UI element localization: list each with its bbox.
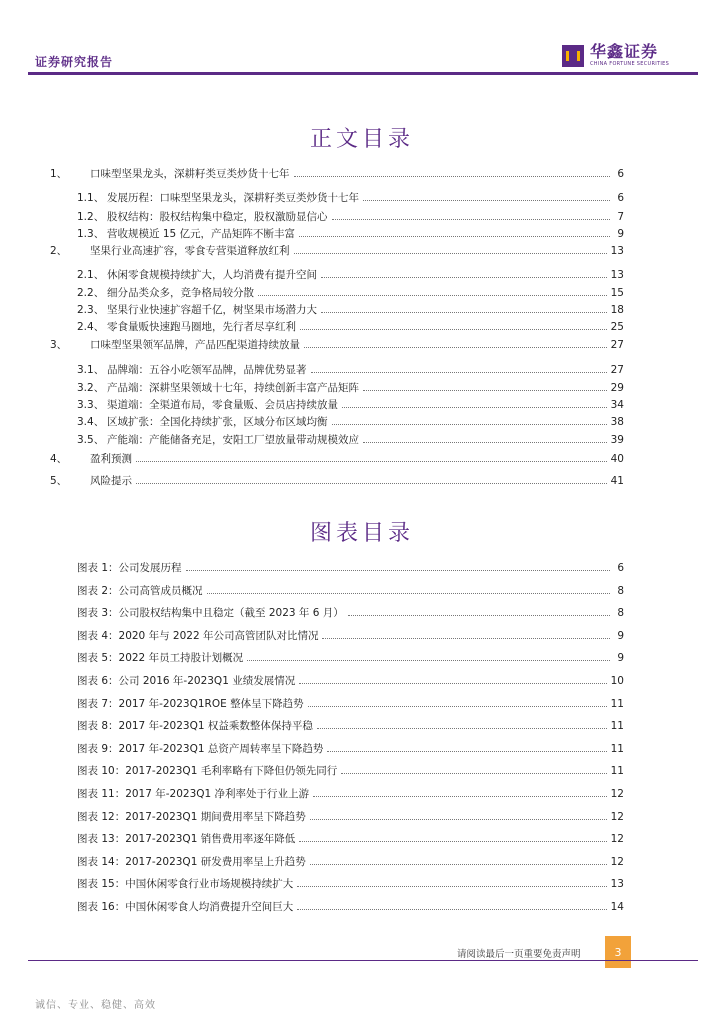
toc-entry-text: 盈利预测 bbox=[90, 453, 132, 465]
figure-dot-leader bbox=[310, 819, 607, 820]
toc-entry-page: 9 bbox=[617, 228, 624, 240]
figure-entry-page: 12 bbox=[610, 788, 624, 800]
toc-entry-number: 3.4、 bbox=[77, 416, 105, 428]
figure-entry-text: 图表 2：公司高管成员概况 bbox=[77, 585, 203, 597]
figure-entry-text: 图表 6：公司 2016 年-2023Q1 业绩发展情况 bbox=[77, 675, 296, 687]
toc-entry-page: 40 bbox=[610, 453, 624, 465]
toc-entry-text: 发展历程：口味型坚果龙头，深耕籽类豆类炒货十七年 bbox=[107, 192, 359, 204]
toc-entry-text: 产品端：深耕坚果领域十七年，持续创新丰富产品矩阵 bbox=[107, 382, 359, 394]
logo-name-cn: 华鑫证券 bbox=[590, 42, 659, 61]
figure-list-link[interactable] bbox=[77, 718, 624, 733]
toc-dot-leader bbox=[321, 277, 607, 278]
toc-entry-page: 41 bbox=[610, 475, 624, 487]
toc-entry-text: 口味型坚果龙头，深耕籽类豆类炒货十七年 bbox=[90, 168, 290, 180]
toc-entry-text: 口味型坚果领军品牌，产品匹配渠道持续放量 bbox=[90, 339, 300, 351]
toc-dot-leader bbox=[332, 424, 607, 425]
toc-subsection-link[interactable] bbox=[77, 362, 624, 377]
toc-entry-page: 27 bbox=[610, 364, 624, 376]
figure-dot-leader bbox=[247, 660, 610, 661]
figure-dot-leader bbox=[297, 909, 606, 910]
figure-entry-text: 图表 3：公司股权结构集中且稳定（截至 2023 年 6 月） bbox=[77, 607, 344, 619]
toc-entry-text: 坚果行业高速扩容，零食专营渠道释放红利 bbox=[90, 245, 290, 257]
toc-entry-number: 5、 bbox=[50, 475, 68, 487]
toc-subsection-link[interactable] bbox=[77, 319, 624, 334]
figure-entry-text: 图表 1：公司发展历程 bbox=[77, 562, 182, 574]
toc-dot-leader bbox=[294, 176, 611, 177]
figure-dot-leader bbox=[313, 796, 607, 797]
figure-list-link[interactable] bbox=[77, 673, 624, 688]
toc-dot-leader bbox=[299, 236, 610, 237]
toc-entry-number: 1、 bbox=[50, 168, 68, 180]
figure-entry-page: 11 bbox=[610, 765, 624, 777]
toc-entry-text: 细分品类众多，竞争格局较分散 bbox=[107, 287, 254, 299]
toc-section-link[interactable] bbox=[50, 473, 624, 488]
toc-entry-page: 27 bbox=[610, 339, 624, 351]
figure-entry-page: 14 bbox=[610, 901, 624, 913]
figure-entry-page: 8 bbox=[617, 585, 624, 597]
company-logo bbox=[562, 44, 669, 67]
disclaimer-note: 请阅读最后一页重要免责声明 bbox=[457, 949, 581, 960]
toc-entry-number: 1.2、 bbox=[77, 211, 105, 223]
figure-entry-page: 13 bbox=[610, 878, 624, 890]
toc-section-link[interactable] bbox=[50, 337, 624, 352]
figure-dot-leader bbox=[299, 841, 606, 842]
toc-subsection-link[interactable] bbox=[77, 380, 624, 395]
toc-title: 正文目录 bbox=[309, 127, 414, 152]
toc-entry-page: 38 bbox=[610, 416, 624, 428]
figure-list-link[interactable] bbox=[77, 899, 624, 914]
logo-name-en: CHINA FORTUNE SECURITIES bbox=[590, 61, 670, 67]
figure-entry-page: 12 bbox=[610, 811, 624, 823]
toc-entry-text: 风险提示 bbox=[90, 475, 132, 487]
toc-entry-number: 3、 bbox=[50, 339, 68, 351]
figure-entry-text: 图表 15：中国休闲零食行业市场规模持续扩大 bbox=[77, 878, 294, 890]
toc-entry-text: 产能端：产能储备充足，安阳工厂望放量带动规模效应 bbox=[107, 434, 359, 446]
figure-list-link[interactable] bbox=[77, 809, 624, 824]
toc-entry-text: 休闲零食规模持续扩大，人均消费有提升空间 bbox=[107, 269, 317, 281]
logo-icon bbox=[562, 45, 584, 67]
toc-entry-text: 品牌端：五谷小吃领军品牌，品牌优势显著 bbox=[107, 364, 307, 376]
toc-entry-number: 1.1、 bbox=[77, 192, 105, 204]
toc-dot-leader bbox=[136, 483, 607, 484]
figure-list-link[interactable] bbox=[77, 831, 624, 846]
figure-dot-leader bbox=[341, 773, 606, 774]
toc-entry-page: 29 bbox=[610, 382, 624, 394]
figure-list-link[interactable] bbox=[77, 583, 624, 598]
toc-dot-leader bbox=[304, 347, 607, 348]
toc-section-link[interactable] bbox=[50, 451, 624, 466]
footer-divider bbox=[28, 960, 698, 961]
figure-list-link[interactable] bbox=[77, 560, 624, 575]
toc-entry-page: 34 bbox=[610, 399, 624, 411]
figure-entry-page: 8 bbox=[617, 607, 624, 619]
figure-entry-page: 9 bbox=[617, 652, 624, 664]
toc-entry-page: 13 bbox=[610, 269, 624, 281]
figure-dot-leader bbox=[297, 886, 606, 887]
figures-title: 图表目录 bbox=[309, 521, 414, 546]
figure-entry-page: 6 bbox=[617, 562, 624, 574]
toc-dot-leader bbox=[363, 390, 607, 391]
figure-list-link[interactable] bbox=[77, 628, 624, 643]
toc-entry-number: 1.3、 bbox=[77, 228, 105, 240]
toc-dot-leader bbox=[258, 295, 607, 296]
page-number-badge: 3 bbox=[605, 936, 631, 968]
figure-entry-page: 12 bbox=[610, 833, 624, 845]
figure-dot-leader bbox=[299, 683, 606, 684]
toc-dot-leader bbox=[136, 461, 607, 462]
figure-entry-text: 图表 14：2017-2023Q1 研发费用率呈上升趋势 bbox=[77, 856, 306, 868]
figure-entry-text: 图表 7：2017 年-2023Q1ROE 整体呈下降趋势 bbox=[77, 698, 304, 710]
toc-dot-leader bbox=[342, 407, 607, 408]
toc-entry-number: 2.1、 bbox=[77, 269, 105, 281]
figure-entry-text: 图表 12：2017-2023Q1 期间费用率呈下降趋势 bbox=[77, 811, 306, 823]
toc-entry-text: 渠道端：全渠道布局，零食量贩、会员店持续放量 bbox=[107, 399, 338, 411]
figure-list-link[interactable] bbox=[77, 650, 624, 665]
toc-entry-page: 39 bbox=[610, 434, 624, 446]
toc-entry-number: 3.1、 bbox=[77, 364, 105, 376]
toc-section-link[interactable] bbox=[50, 243, 624, 258]
toc-section-link[interactable] bbox=[50, 166, 624, 181]
figure-entry-text: 图表 13：2017-2023Q1 销售费用率逐年降低 bbox=[77, 833, 296, 845]
toc-entry-text: 坚果行业快速扩容超千亿，树坚果市场潜力大 bbox=[107, 304, 317, 316]
figure-dot-leader bbox=[348, 615, 610, 616]
figure-entry-page: 10 bbox=[610, 675, 624, 687]
company-motto: 诚信、专业、稳健、高效 bbox=[35, 1000, 156, 1011]
toc-subsection-link[interactable] bbox=[77, 190, 624, 205]
toc-dot-leader bbox=[363, 442, 607, 443]
figure-list-link[interactable] bbox=[77, 605, 624, 620]
toc-subsection-link[interactable] bbox=[77, 397, 624, 412]
toc-entry-page: 7 bbox=[617, 211, 624, 223]
toc-subsection-link[interactable] bbox=[77, 226, 624, 241]
figure-entry-text: 图表 16：中国休闲零食人均消费提升空间巨大 bbox=[77, 901, 294, 913]
figure-entry-text: 图表 11：2017 年-2023Q1 净利率处于行业上游 bbox=[77, 788, 310, 800]
figure-entry-text: 图表 5：2022 年员工持股计划概况 bbox=[77, 652, 244, 664]
toc-subsection-link[interactable] bbox=[77, 285, 624, 300]
toc-entry-number: 2.2、 bbox=[77, 287, 105, 299]
toc-entry-number: 2、 bbox=[50, 245, 68, 257]
figure-entry-text: 图表 8：2017 年-2023Q1 权益乘数整体保持平稳 bbox=[77, 720, 313, 732]
toc-entry-page: 15 bbox=[610, 287, 624, 299]
figure-list-link[interactable] bbox=[77, 876, 624, 891]
figure-entry-page: 11 bbox=[610, 698, 624, 710]
toc-dot-leader bbox=[321, 312, 607, 313]
toc-subsection-link[interactable] bbox=[77, 209, 624, 224]
toc-entry-page: 6 bbox=[617, 192, 624, 204]
figure-list-link[interactable] bbox=[77, 786, 624, 801]
toc-subsection-link[interactable] bbox=[77, 267, 624, 282]
figure-dot-leader bbox=[327, 751, 606, 752]
toc-dot-leader bbox=[311, 372, 607, 373]
toc-subsection-link[interactable] bbox=[77, 432, 624, 447]
header-divider bbox=[28, 72, 698, 75]
toc-entry-number: 2.4、 bbox=[77, 321, 105, 333]
figure-dot-leader bbox=[186, 570, 610, 571]
figure-dot-leader bbox=[308, 706, 607, 707]
figure-list-link[interactable] bbox=[77, 696, 624, 711]
toc-entry-number: 2.3、 bbox=[77, 304, 105, 316]
toc-entry-page: 6 bbox=[617, 168, 624, 180]
toc-subsection-link[interactable] bbox=[77, 302, 624, 317]
toc-dot-leader bbox=[332, 219, 611, 220]
figure-dot-leader bbox=[317, 728, 607, 729]
toc-entry-text: 零食量贩快速跑马圈地，先行者尽享红利 bbox=[107, 321, 296, 333]
figure-list-link[interactable] bbox=[77, 741, 624, 756]
figure-list-link[interactable] bbox=[77, 854, 624, 869]
toc-entry-page: 18 bbox=[610, 304, 624, 316]
figure-dot-leader bbox=[207, 593, 610, 594]
figure-entry-page: 11 bbox=[610, 720, 624, 732]
toc-entry-page: 13 bbox=[610, 245, 624, 257]
toc-entry-text: 区域扩张：全国化持续扩张，区域分布区域均衡 bbox=[107, 416, 328, 428]
toc-entry-number: 4、 bbox=[50, 453, 68, 465]
figure-entry-text: 图表 10：2017-2023Q1 毛利率略有下降但仍领先同行 bbox=[77, 765, 338, 777]
figure-entry-page: 11 bbox=[610, 743, 624, 755]
figure-entry-text: 图表 4：2020 年与 2022 年公司高管团队对比情况 bbox=[77, 630, 319, 642]
toc-entry-number: 3.5、 bbox=[77, 434, 105, 446]
figure-list-link[interactable] bbox=[77, 763, 624, 778]
toc-entry-number: 3.2、 bbox=[77, 382, 105, 394]
toc-dot-leader bbox=[300, 329, 607, 330]
figure-dot-leader bbox=[322, 638, 610, 639]
toc-dot-leader bbox=[294, 253, 607, 254]
toc-entry-text: 营收规模近 15 亿元，产品矩阵不断丰富 bbox=[107, 228, 296, 240]
toc-entry-text: 股权结构：股权结构集中稳定，股权激励显信心 bbox=[107, 211, 328, 223]
report-type-label: 证券研究报告 bbox=[35, 55, 114, 69]
figure-entry-page: 12 bbox=[610, 856, 624, 868]
figure-dot-leader bbox=[310, 864, 607, 865]
toc-entry-page: 25 bbox=[610, 321, 624, 333]
figure-entry-page: 9 bbox=[617, 630, 624, 642]
toc-entry-number: 3.3、 bbox=[77, 399, 105, 411]
figure-entry-text: 图表 9：2017 年-2023Q1 总资产周转率呈下降趋势 bbox=[77, 743, 324, 755]
toc-dot-leader bbox=[363, 200, 610, 201]
toc-subsection-link[interactable] bbox=[77, 414, 624, 429]
